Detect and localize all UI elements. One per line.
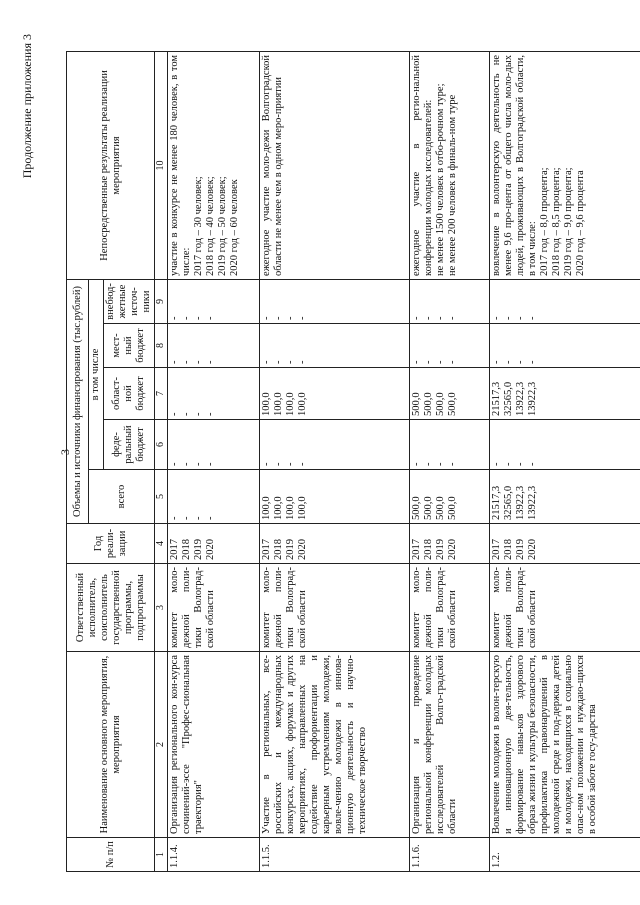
- table-row: [490, 51, 640, 871]
- offbudget-amount-line: -: [411, 316, 422, 320]
- table-row: [260, 51, 410, 871]
- column-number-row: [155, 51, 168, 871]
- col-number: 10: [155, 51, 168, 279]
- col-number: 3: [155, 564, 168, 652]
- offbudget-amount-line: -: [515, 316, 526, 320]
- row-number: 1.1.6.: [410, 838, 490, 872]
- years-line: 2019: [285, 539, 296, 560]
- federal-amount-line: -: [181, 462, 192, 466]
- total-amount-line: 500,0: [435, 496, 446, 520]
- regional-amount-line: 500,0: [435, 392, 446, 416]
- regional-amount-line: 32565,0: [503, 381, 514, 416]
- federal-amount-line: -: [169, 462, 180, 466]
- regional-amount: [410, 368, 490, 420]
- result-line: не менее 200 человек в финаль-ном туре: [447, 94, 458, 276]
- result: [260, 51, 410, 279]
- years-line: 2017: [411, 539, 422, 560]
- result-line: 2019 год – 50 человек;: [217, 176, 228, 276]
- federal-amount-line: -: [515, 462, 526, 466]
- federal-amount-line: -: [273, 462, 284, 466]
- total-amount-line: 500,0: [447, 496, 458, 520]
- table-row: [168, 51, 260, 871]
- total-amount-line: 100,0: [273, 496, 284, 520]
- years-line: 2020: [527, 539, 538, 560]
- offbudget-amount-line: -: [205, 316, 216, 320]
- result-line: 2017 год – 8,0 процента;: [539, 167, 550, 276]
- offbudget-amount-line: -: [447, 316, 458, 320]
- regional-amount-line: 500,0: [411, 392, 422, 416]
- federal-amount-line: -: [447, 462, 458, 466]
- col-number: 6: [155, 420, 168, 470]
- regional-amount: [260, 368, 410, 420]
- col-number: 9: [155, 279, 168, 323]
- total-amount-line: 13922,3: [527, 485, 538, 520]
- regional-amount-line: -: [205, 412, 216, 416]
- result: [490, 51, 640, 279]
- header-num: № п/п: [67, 838, 155, 872]
- federal-amount-line: -: [527, 462, 538, 466]
- result-line: 2018 год – 40 человек;: [205, 176, 216, 276]
- row-number: 1.1.4.: [168, 838, 260, 872]
- total-amount-line: -: [181, 516, 192, 520]
- regional-amount-line: 100,0: [273, 392, 284, 416]
- years-line: 2018: [181, 539, 192, 560]
- federal-amount: [260, 420, 410, 470]
- federal-amount-line: -: [423, 462, 434, 466]
- regional-amount-line: -: [181, 412, 192, 416]
- header-executor: Ответственный исполнитель, соисполнитель государственной программы, подпрограммы: [67, 564, 155, 652]
- col-number: 2: [155, 652, 168, 838]
- local-amount-line: -: [273, 360, 284, 364]
- years: [490, 524, 640, 564]
- result-line: 2019 год – 9,0 процента;: [563, 167, 574, 276]
- local-amount-line: -: [423, 360, 434, 364]
- rotated-sheet: [20, 32, 620, 872]
- result-line: ежегодное участие в регио-нальной конференции молодых исследователей:: [411, 54, 434, 276]
- offbudget-amount-line: -: [491, 316, 502, 320]
- activity-name: Участие в региональных, все-российских и международных конкурсах, акциях, форумах и других мероприятиях, направленных на содействие профориентации и карьерным устремлениям молодежи, вовле-чению молодежи в иннова-ционную деятельность и научно-техническое творчество: [260, 652, 410, 838]
- offbudget-amount-line: -: [169, 316, 180, 320]
- regional-amount-line: 13922,3: [527, 381, 538, 416]
- col-number: 8: [155, 324, 168, 368]
- offbudget-amount: [490, 279, 640, 323]
- header-funding: Объемы и источники финансирования (тыс.рублей): [67, 279, 89, 523]
- years: [410, 524, 490, 564]
- total-amount: [490, 470, 640, 524]
- regional-amount-line: 21517,3: [491, 381, 502, 416]
- executor: комитет моло-дежной поли-тики Волоград-ской области: [168, 564, 260, 652]
- result-line: вовлечение в волонтерскую деятельность не менее 9,6 про-цента от общего числа моло-дых людей, проживающих в Волгоградской области, в том числе:: [491, 54, 538, 276]
- federal-amount-line: -: [261, 462, 272, 466]
- regional-amount-line: -: [193, 412, 204, 416]
- total-amount-line: 500,0: [411, 496, 422, 520]
- local-amount-line: -: [169, 360, 180, 364]
- years-line: 2020: [297, 539, 308, 560]
- regional-amount-line: 100,0: [261, 392, 272, 416]
- local-amount-line: -: [527, 360, 538, 364]
- offbudget-amount-line: -: [181, 316, 192, 320]
- row-number: 1.1.5.: [260, 838, 410, 872]
- regional-amount-line: 100,0: [297, 392, 308, 416]
- total-amount-line: 32565,0: [503, 485, 514, 520]
- total-amount-line: 13922,3: [515, 485, 526, 520]
- federal-amount: [490, 420, 640, 470]
- executor: комитет моло-дежной поли-тики Волоград-ской области: [490, 564, 640, 652]
- total-amount-line: -: [193, 516, 204, 520]
- local-amount-line: -: [491, 360, 502, 364]
- regional-amount-line: 13922,3: [515, 381, 526, 416]
- offbudget-amount: [168, 279, 260, 323]
- offbudget-amount-line: -: [285, 316, 296, 320]
- local-amount: [260, 324, 410, 368]
- program-table: [66, 51, 640, 872]
- years-line: 2019: [515, 539, 526, 560]
- total-amount-line: 100,0: [285, 496, 296, 520]
- col-number: 7: [155, 368, 168, 420]
- local-amount-line: -: [435, 360, 446, 364]
- years-line: 2019: [435, 539, 446, 560]
- offbudget-amount: [260, 279, 410, 323]
- years-line: 2020: [447, 539, 458, 560]
- regional-amount: [168, 368, 260, 420]
- activity-name: Организация и проведение региональной конференции молодых исследователей Волго-градской области: [410, 652, 490, 838]
- offbudget-amount-line: -: [261, 316, 272, 320]
- total-amount-line: 500,0: [423, 496, 434, 520]
- offbudget-amount-line: -: [435, 316, 446, 320]
- years-line: 2018: [423, 539, 434, 560]
- years-line: 2018: [273, 539, 284, 560]
- header-including: в том числе: [89, 279, 104, 469]
- local-amount: [168, 324, 260, 368]
- col-number: 5: [155, 470, 168, 524]
- offbudget-amount: [410, 279, 490, 323]
- executor: комитет моло-дежной поли-тики Волоград-ской области: [260, 564, 410, 652]
- col-number: 1: [155, 838, 168, 872]
- row-number: 1.2.: [490, 838, 640, 872]
- header-total: всего: [89, 470, 155, 524]
- federal-amount-line: -: [297, 462, 308, 466]
- table-row: [410, 51, 490, 871]
- federal-amount: [410, 420, 490, 470]
- header-regional: област-ной бюджет: [104, 368, 155, 420]
- local-amount-line: -: [447, 360, 458, 364]
- local-amount-line: -: [285, 360, 296, 364]
- col-number: 4: [155, 524, 168, 564]
- local-amount-line: -: [181, 360, 192, 364]
- header-results: Непосредственные результаты реализации мероприятия: [67, 51, 155, 279]
- years: [168, 524, 260, 564]
- federal-amount-line: -: [205, 462, 216, 466]
- local-amount-line: -: [297, 360, 308, 364]
- local-amount-line: -: [411, 360, 422, 364]
- local-amount-line: -: [205, 360, 216, 364]
- result-line: ежегодное участие моло-дежи Волгоградской области не менее чем в одном меро-приятии: [261, 54, 284, 276]
- local-amount: [490, 324, 640, 368]
- regional-amount-line: 500,0: [447, 392, 458, 416]
- table-body: [168, 51, 640, 871]
- result-line: 2017 год – 30 человек;: [193, 176, 204, 276]
- regional-amount-line: -: [169, 412, 180, 416]
- activity-name: Вовлечение молодежи в волон-терскую и инновационную дея-тельность, формирование навы-ков здорового образа жизни и культуры безопасности, профилактика правонарушений в молодежной среде и под-держка детей и молодежи, находящихся в социально опас-ном положении и нуждаю-щихся в особой заботе госу-дарства: [490, 652, 640, 838]
- result-line: участие в конкурсе не менее 180 человек, в том числе:: [169, 54, 192, 276]
- local-amount-line: -: [515, 360, 526, 364]
- federal-amount-line: -: [503, 462, 514, 466]
- years-line: 2019: [193, 539, 204, 560]
- result-line: 2020 год – 60 человек: [229, 179, 240, 276]
- total-amount-line: 21517,3: [491, 485, 502, 520]
- federal-amount-line: -: [435, 462, 446, 466]
- page-number: 3: [58, 449, 72, 455]
- regional-amount-line: 500,0: [423, 392, 434, 416]
- total-amount-line: 100,0: [261, 496, 272, 520]
- offbudget-amount-line: -: [423, 316, 434, 320]
- total-amount-line: -: [169, 516, 180, 520]
- federal-amount-line: -: [193, 462, 204, 466]
- local-amount: [410, 324, 490, 368]
- years-line: 2018: [503, 539, 514, 560]
- local-amount-line: -: [193, 360, 204, 364]
- total-amount-line: 100,0: [297, 496, 308, 520]
- years-line: 2020: [205, 539, 216, 560]
- federal-amount-line: -: [285, 462, 296, 466]
- offbudget-amount-line: -: [527, 316, 538, 320]
- total-amount: [168, 470, 260, 524]
- header-offbudget: внебюд-жетные источ-ники: [104, 279, 155, 323]
- regional-amount-line: 100,0: [285, 392, 296, 416]
- header-name: Наименование основного мероприятия, мероприятия: [67, 652, 155, 838]
- result: [410, 51, 490, 279]
- total-amount: [410, 470, 490, 524]
- regional-amount: [490, 368, 640, 420]
- result-line: 2020 год – 9,6 процента: [575, 170, 586, 276]
- activity-name: Организация регионального кон-курса сочинений-эссе "Профес-сиональная траектория": [168, 652, 260, 838]
- result-line: не менее 1500 человек в отбо-рочном туре;: [435, 83, 446, 276]
- executor: комитет моло-дежной поли-тики Волоград-ской области: [410, 564, 490, 652]
- federal-amount: [168, 420, 260, 470]
- years: [260, 524, 410, 564]
- result-line: 2018 год – 8,5 процента;: [551, 167, 562, 276]
- continuation-label: Продолжение приложения 3: [20, 34, 34, 179]
- federal-amount-line: -: [411, 462, 422, 466]
- header-local: мест-ный бюджет: [104, 324, 155, 368]
- total-amount-line: -: [205, 516, 216, 520]
- local-amount-line: -: [261, 360, 272, 364]
- federal-amount-line: -: [491, 462, 502, 466]
- offbudget-amount-line: -: [297, 316, 308, 320]
- offbudget-amount-line: -: [273, 316, 284, 320]
- header-year: Год реали-зации: [67, 524, 155, 564]
- local-amount-line: -: [503, 360, 514, 364]
- years-line: 2017: [491, 539, 502, 560]
- total-amount: [260, 470, 410, 524]
- offbudget-amount-line: -: [193, 316, 204, 320]
- result: [168, 51, 260, 279]
- header-federal: феде-ральный бюджет: [104, 420, 155, 470]
- years-line: 2017: [169, 539, 180, 560]
- offbudget-amount-line: -: [503, 316, 514, 320]
- years-line: 2017: [261, 539, 272, 560]
